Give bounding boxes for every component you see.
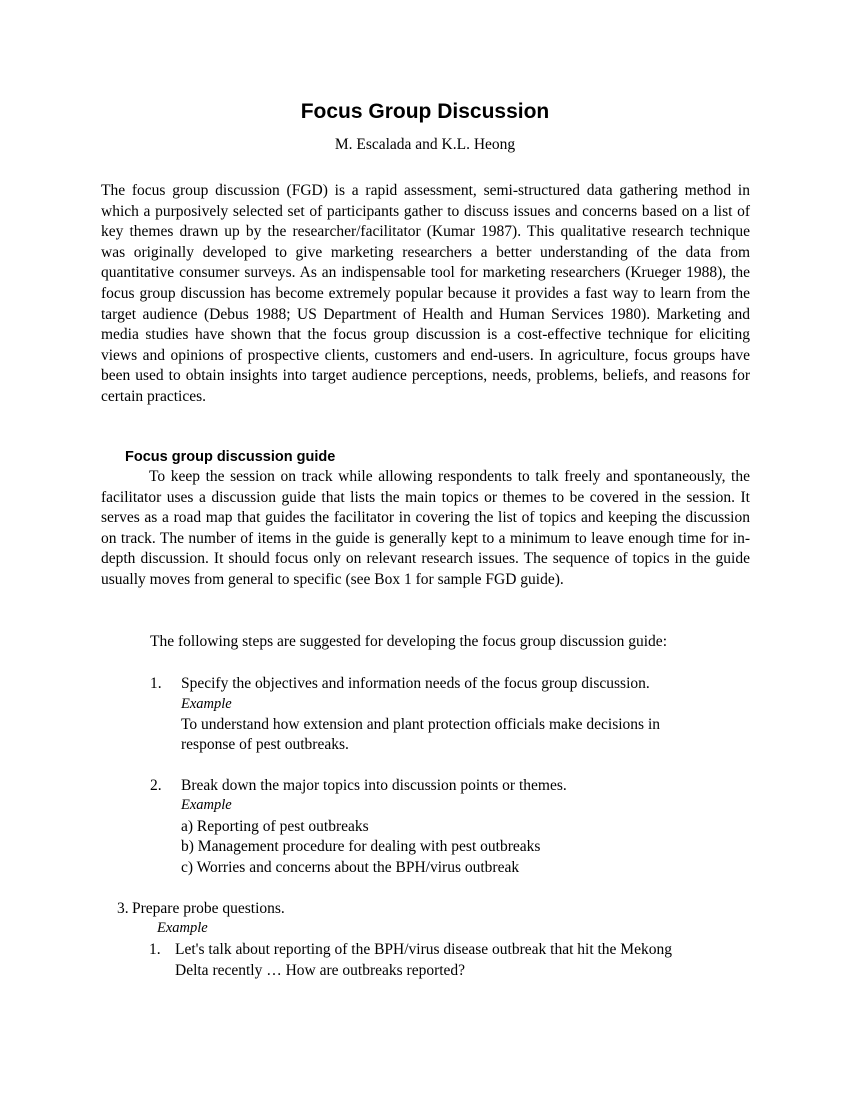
step-number: 2. (150, 777, 162, 794)
guide-paragraph: To keep the session on track while allowing respondents to talk freely and spontaneously, the facilitator uses a discussion guide that lists the main topics or themes to be covered in the session. It serves as a road map that guides the facilitator in covering the list of topics and keeping the discussion on track. The number of items in the guide is generally kept to a minimum to leave enough time for in-depth discussion. It should focus only on relevant research issues. The sequence of topics in the guide usually moves from general to specific (see Box 1 for sample FGD guide). (101, 468, 750, 588)
intro-paragraph: The focus group discussion (FGD) is a rapid assessment, semi-structured data gathering method in which a purposively selected set of participants gather to discuss issues and concerns based on a list of key themes drawn up by the researcher/facilitator (Kumar 1987). This qualitative research technique was originally developed to give marketing researchers a better understanding of the data from quantitative consumer surveys. As an indispensable tool for marketing researchers (Krueger 1988), the focus group discussion has become extremely popular because it provides a fast way to learn from the target audience (Debus 1988; US Department of Health and Human Services 1980). Marketing and media studies have shown that the focus group discussion is a cost-effective technique for eliciting views and opinions of prospective clients, customers and end-users. In agriculture, focus groups have been used to obtain insights into target audience perceptions, needs, problems, beliefs, and reasons for certain practices. (101, 182, 750, 405)
probe-question-line: Let's talk about reporting of the BPH/virus disease outbreak that hit the Mekong (175, 941, 672, 958)
example-label: Example (181, 696, 232, 712)
example-line: a) Reporting of pest outbreaks (181, 818, 369, 835)
step-text: Prepare probe questions. (132, 900, 285, 917)
step-number: 1. (150, 675, 162, 692)
step-text: Break down the major topics into discussion points or themes. (181, 777, 567, 794)
example-label: Example (181, 797, 232, 813)
section-heading: Focus group discussion guide (125, 449, 336, 465)
example-line: c) Worries and concerns about the BPH/virus outbreak (181, 859, 520, 876)
step-number: 3. (117, 900, 129, 917)
document-title: Focus Group Discussion (300, 100, 550, 123)
example-line: b) Management procedure for dealing with pest outbreaks (181, 838, 541, 855)
example-label: Example (157, 920, 208, 936)
probe-question-line: Delta recently … How are outbreaks reported? (175, 962, 466, 979)
document-authors: M. Escalada and K.L. Heong (334, 136, 516, 153)
steps-intro: The following steps are suggested for developing the focus group discussion guide: (150, 633, 667, 650)
example-line: To understand how extension and plant protection officials make decisions in (181, 716, 661, 733)
example-line: response of pest outbreaks. (181, 736, 349, 753)
probe-number: 1. (149, 941, 161, 958)
step-text: Specify the objectives and information needs of the focus group discussion. (181, 675, 650, 692)
